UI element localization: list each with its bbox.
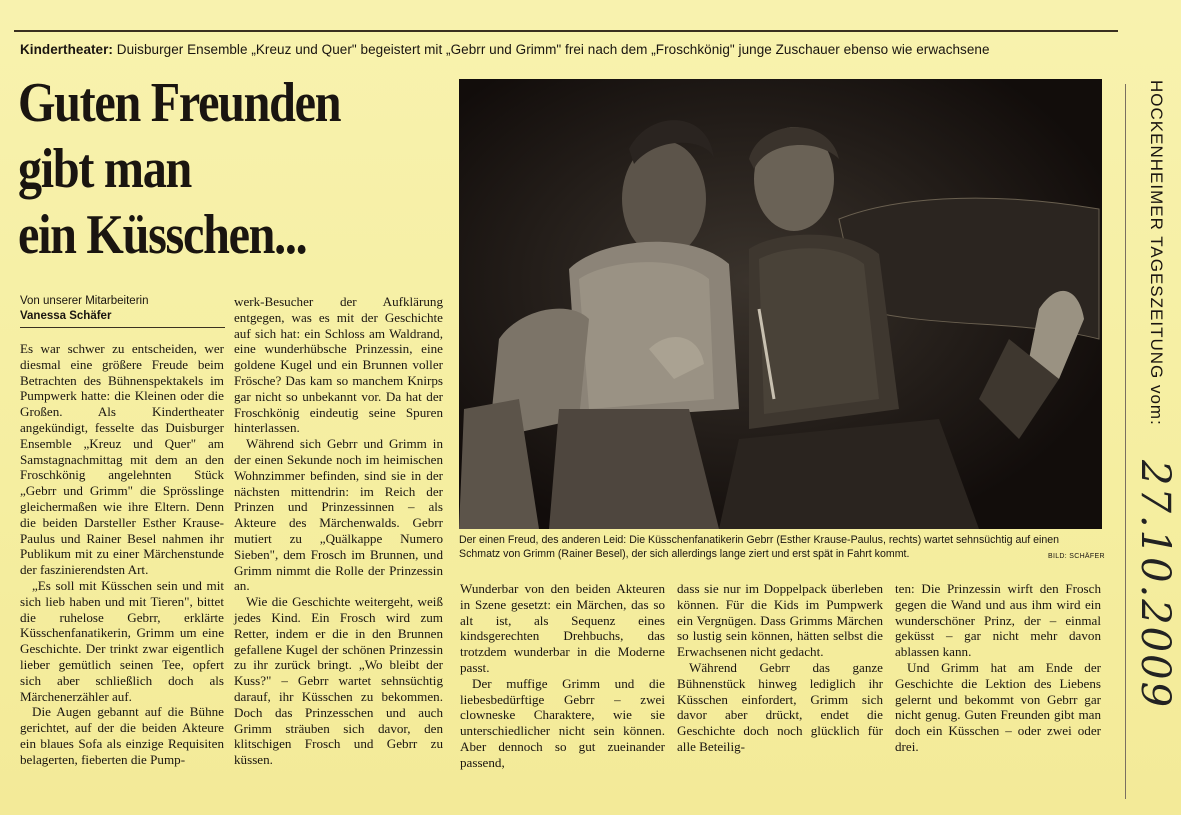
photo-caption: Der einen Freud, des anderen Leid: Die Küsschenfanatikerin Gebrr (Esther Krause-Paulus, rechts) wartet sehnsüchtig auf einen Schmatz von Grimm (Rainer Besel), der sich allerdings lange ziert und erst spät in Fahrt kommt. — [459, 534, 1060, 560]
byline — [20, 294, 225, 324]
handwritten-date: 27.10.2009 — [1132, 460, 1178, 710]
byline-intro: Von unserer Mitarbeiterin — [20, 295, 149, 307]
paragraph: dass sie nur im Doppelpack überleben können. Für die Kids im Pumpwerk ein Vergnügen. Dass Grimms Märchen so lustig sein können, hätten selbst die Erwachsenen nicht gedacht. — [677, 581, 883, 660]
kicker-label: Kindertheater: — [20, 42, 113, 57]
paragraph: Während Gebrr das ganze Bühnenstück hinweg lediglich ihr Küsschen einfordert, Grimm sich davor aber drückt, endet die Geschichte doch noch glücklich für alle Beteilig- — [677, 659, 883, 754]
kicker-text: Duisburger Ensemble „Kreuz und Quer" begeistert mit „Gebrr und Grimm" frei nach dem „Froschkönig" junge Zuschauer ebenso wie erwachsene — [112, 42, 990, 57]
article-column-3 — [460, 581, 665, 771]
paragraph: Der muffige Grimm und die liebesbedürftige Gebrr – zwei clowneske Charaktere, wie sie unterschiedlicher nicht sein können. Aber dennoch so gut zueinander passend, — [460, 675, 665, 770]
headline-line-3: ein Küsschen... — [18, 204, 307, 266]
byline-author: Vanessa Schäfer — [20, 310, 112, 322]
publication-stamp: HOCKENHEIMER TAGESZEITUNG vom: — [1147, 80, 1166, 426]
top-rule — [14, 30, 1118, 32]
headline — [18, 70, 388, 268]
paragraph: werk-Besucher der Aufklärung entgegen, was es mit der Geschichte auf sich hat: ein Schloss am Waldrand, eine wunderhübsche Prinzessin, eine goldene Kugel und ein Brunnen voller Frösche? Das kam so manchem Knirps gar nicht so unbekannt vor. Da hat der Froschkönig eindeutig seine Spuren hinterlassen. — [234, 294, 443, 436]
paragraph: Wie die Geschichte weitergeht, weiß jedes Kind. Ein Frosch wird zum Retter, indem er die in den Brunnen gefallene Kugel der schönen Prinzessin zu ihr zurück bringt. „Wo bleibt der Kuss?" – Gebrr wartet sehnsüchtig darauf, ihr Küsschen zu bekommen. Doch das Prinzesschen und auch Grimm sträuben sich davor, den klitschigen Frosch und Gebrr zu küssen. — [234, 594, 443, 768]
paragraph: Die Augen gebannt auf die Bühne gerichtet, auf der die beiden Akteure ein blaues Sofa als einzige Requisiten belagerten, fieberten die Pump- — [20, 704, 224, 767]
paragraph: ten: Die Prinzessin wirft den Frosch gegen die Wand und aus ihm wird ein wunderschöner Prinz, der – einmal geküsst – gar nicht mehr davon ablassen kann. — [895, 581, 1101, 660]
article-column-5 — [895, 581, 1101, 755]
kicker-line — [20, 42, 1120, 57]
headline-line-1: Guten Freunden — [18, 72, 341, 134]
photo-illustration — [459, 79, 1102, 529]
article-column-4 — [677, 581, 883, 755]
article-column-2 — [234, 294, 443, 768]
paragraph: Und Grimm hat am Ende der Geschichte die Lektion des Liebens gelernt und bekommt von Gebrr gar nicht genug. Guten Freunden gibt man doch ein Küsschen – oder zwei oder drei. — [895, 659, 1101, 754]
paragraph: „Es soll mit Küsschen sein und mit sich lieb haben und mit Tieren", bittet die ruhelose Gebrr, erklärte Küsschenfanatikerin, Grimm um eine Geschichte. Der trinkt zwar eigentlich lieber gemütlich seinen Tee, opfert sich aber schließlich doch als Märchenerzähler auf. — [20, 577, 224, 704]
paragraph: Wunderbar von den beiden Akteuren in Szene gesetzt: ein Märchen, das so alt ist, als Sequenz eines kindsgerechten Drehbuchs, das trotzdem wunderbar in die Moderne passt. — [460, 581, 665, 675]
headline-line-2: gibt man — [18, 138, 191, 200]
byline-rule — [20, 327, 225, 328]
sidebar-divider — [1125, 84, 1126, 799]
paragraph: Es war schwer zu entscheiden, wer diesmal eine größere Freude beim Betrachten des Bühnenspektakels im Pumpwerk hatte: die Kleinen oder die Großen. Als Kindertheater angekündigt, fesselte das Duisburger Ensemble „Kreuz und Quer" am Samstagnachmittag mit dem an den Froschkönig angelehnten Stück „Gebrr und Grimm" die Sprösslinge gleichermaßen wie ihre Eltern. Denn die beiden Darsteller Esther Krause-Paulus und Rainer Besel nahmen ihr Publikum mit zu einer Märchenstunde der faszinierendsten Art. — [20, 341, 224, 578]
paragraph: Während sich Gebrr und Grimm in der einen Sekunde noch im heimischen Wohnzimmer befinden, sind sie in der nächsten mittendrin: im Reich der Prinzen und Prinzessinnen – als Akteure des Märchenwalds. Gebrr mutiert zu „Quälkappe Numero Sieben", dem Frosch im Brunnen, und Grimm nimmt die Rolle der Prinzessin an. — [234, 436, 443, 594]
article-column-1 — [20, 341, 224, 768]
photo-credit: BILD: SCHÄFER — [1048, 553, 1105, 560]
stage-photo — [459, 79, 1102, 529]
